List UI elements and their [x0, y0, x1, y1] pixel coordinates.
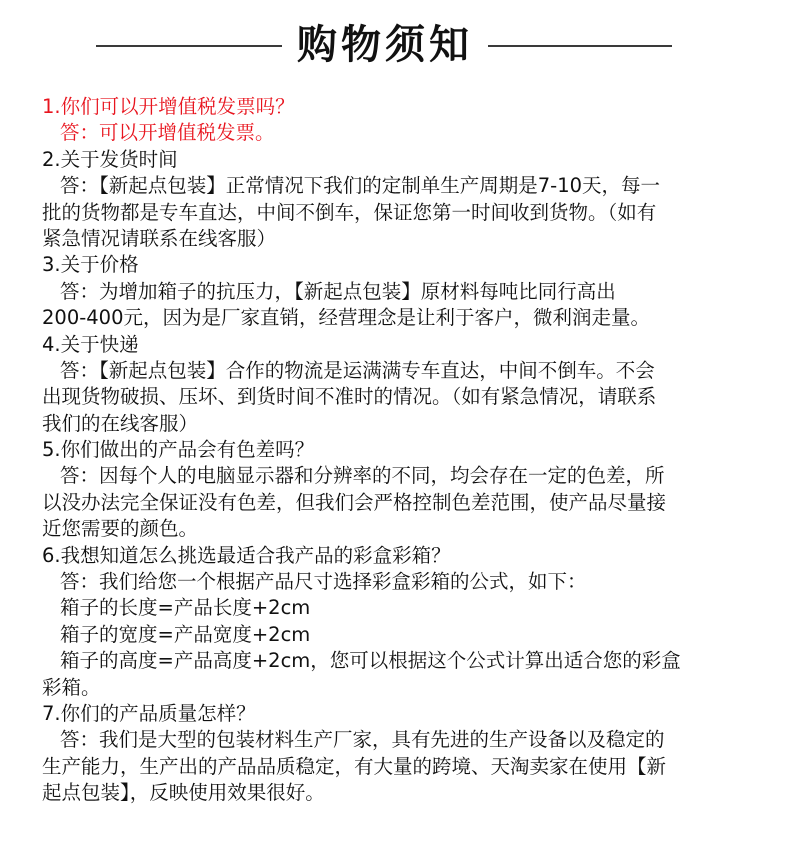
faq-text-line: 批的货物都是专车直达，中间不倒车，保证您第一时间收到货物。（如有 — [42, 200, 657, 224]
faq-text-line: 3.关于价格 — [42, 253, 139, 277]
faq-text-line: 紧急情况请联系在线客服） — [42, 226, 277, 250]
faq-text-line: 5.你们做出的产品会有色差吗？ — [42, 438, 315, 462]
faq-text-line: 我们的在线客服） — [42, 411, 199, 435]
faq-text-line: 4.关于快递 — [42, 332, 139, 356]
faq-answer-line: 答：为增加箱子的抗压力，【新起点包装】原材料每吨比同行高出 — [60, 279, 616, 303]
faq-content — [42, 94, 754, 807]
faq-text-line: 7.你们的产品质量怎样？ — [42, 701, 256, 725]
faq-answer-line: 答：可以开增值税发票。 — [60, 121, 275, 145]
faq-answer-line: 答：【新起点包装】正常情况下我们的定制单生产周期是7-10天，每一 — [60, 174, 661, 198]
faq-answer-line: 答：我们是大型的包装材料生产厂家，具有先进的生产设备以及稳定的 — [60, 728, 665, 752]
header — [0, 16, 790, 76]
faq-text-line: 以没办法完全保证没有色差，但我们会严格控制色差范围，使产品尽量接 — [42, 490, 667, 514]
title-rule-right — [488, 45, 672, 47]
faq-answer-line: 箱子的高度=产品高度+2cm，您可以根据这个公式计算出适合您的彩盒 — [60, 649, 681, 673]
faq-text-line: 生产能力，生产出的产品品质稳定，有大量的跨境、天淘卖家在使用【新 — [42, 754, 667, 778]
faq-answer-line: 答：因每个人的电脑显示器和分辨率的不同，均会存在一定的色差，所 — [60, 464, 665, 488]
faq-text-line: 200-400元，因为是厂家直销，经营理念是让利于客户，微利润走量。 — [42, 306, 650, 330]
faq-text-line: 出现货物破损、压坏、到货时间不准时的情况。（如有紧急情况，请联系 — [42, 385, 657, 409]
faq-text-line: 2.关于发货时间 — [42, 147, 178, 171]
faq-answer-line: 答：我们给您一个根据产品尺寸选择彩盒彩箱的公式，如下： — [60, 570, 587, 594]
page-title: 购物须知 — [297, 22, 473, 68]
faq-answer-line: 箱子的宽度=产品宽度+2cm — [60, 622, 311, 646]
faq-answer-line: 答：【新起点包装】合作的物流是运满满专车直达，中间不倒车。不会 — [60, 358, 655, 382]
faq-text-line: 1.你们可以开增值税发票吗？ — [42, 95, 295, 118]
faq-text-line: 近您需要的颜色。 — [42, 517, 199, 541]
faq-text-line: 彩箱。 — [42, 675, 101, 699]
faq-text-line: 6.我想知道怎么挑选最适合我产品的彩盒彩箱？ — [42, 543, 451, 567]
faq-text-line: 起点包装】，反映使用效果很好。 — [42, 781, 325, 805]
faq-answer-line: 箱子的长度=产品长度+2cm — [60, 596, 311, 620]
title-rule-left — [96, 45, 282, 47]
